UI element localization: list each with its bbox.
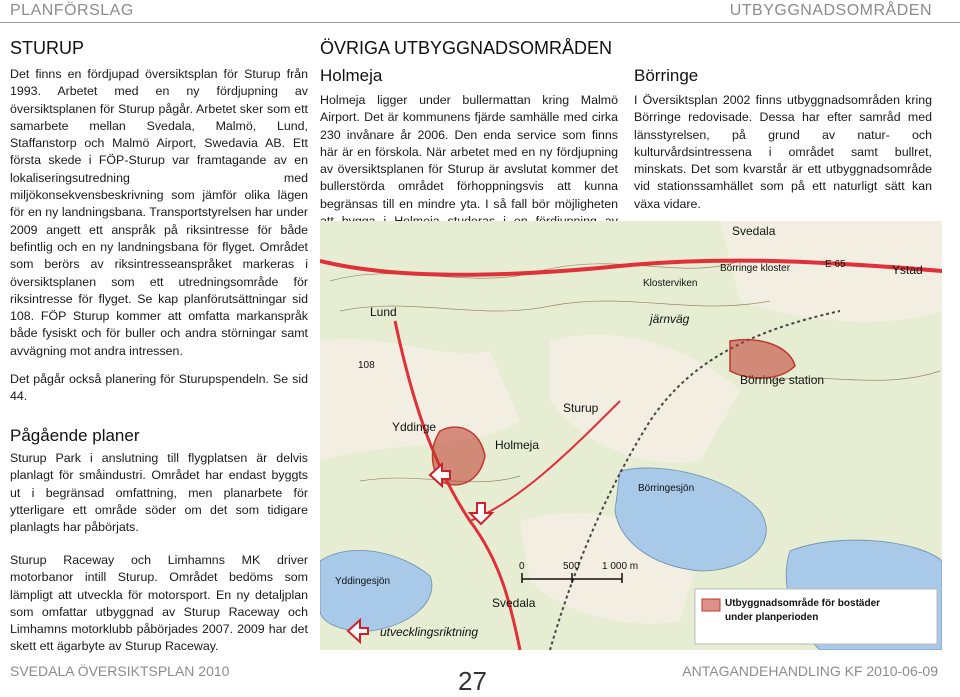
map-label-jarnvag: järnväg bbox=[650, 312, 690, 326]
map-label-svedala-bottom: Svedala bbox=[492, 596, 536, 610]
footer-left: SVEDALA ÖVERSIKTSPLAN 2010 bbox=[10, 663, 230, 679]
contour-line bbox=[340, 301, 770, 311]
map-label-borringe-station: Börringe station bbox=[740, 373, 825, 387]
pagaende-paragraph-1: Sturup Park i anslutning till flygplatsen är delvis planlagt för småindustri. Området har endast byggts ut i begränsad omfattning, men planarbete för ytterligare ett område söder om det som tidigare planlagts har påbörjats. bbox=[10, 451, 308, 535]
field-area bbox=[320, 339, 520, 461]
field-area bbox=[550, 335, 740, 463]
map-label-holmeja: Holmeja bbox=[495, 438, 540, 452]
map-label-borringesjon: Börringesjön bbox=[638, 483, 695, 494]
development-arrow bbox=[470, 503, 492, 524]
legend-label-period: under planperioden bbox=[725, 612, 819, 623]
ovriga-heading: ÖVRIGA UTBYGGNADSOMRÅDEN bbox=[320, 38, 613, 58]
map-label-road-108: 108 bbox=[358, 360, 375, 371]
map-label-klosterviken: Klosterviken bbox=[643, 278, 698, 289]
sturup-paragraph-2: Det pågår också planering för Sturupspendeln. Se sid 44. bbox=[10, 372, 308, 404]
map-label-svedala-top: Svedala bbox=[732, 224, 776, 238]
scale-label-1000: 1 000 m bbox=[602, 561, 639, 572]
map-label-yddinge: Yddinge bbox=[392, 420, 437, 434]
lake-yddingesjon bbox=[320, 550, 432, 631]
map-label-e65: E 65 bbox=[825, 259, 846, 270]
holmeja-heading: Holmeja bbox=[320, 66, 383, 85]
legend-label-direction: utvecklingsriktning bbox=[380, 625, 479, 639]
pagaende-paragraph-2: Sturup Raceway och Limhamns MK driver motorbanor intill Sturup. Området bedöms som lämpligt att utveckla för motorsport. En ny detaljplan som omfattar utbyggnad av Sturup Raceway och Limhamns motorklubb påbörjades 2007. 2009 har det skett ett ägarbyte av Sturup Raceway. bbox=[10, 553, 308, 654]
sturup-heading: STURUP bbox=[10, 38, 85, 58]
section-header-right: UTBYGGNADSOMRÅDEN bbox=[729, 2, 932, 19]
map-label-borringe-kloster: Börringe kloster bbox=[720, 263, 791, 274]
borringe-heading: Börringe bbox=[634, 66, 699, 85]
legend-label-development: Utbyggnadsområde för bostäder bbox=[725, 598, 881, 609]
holmeja-paragraph: Holmeja ligger under bullermattan kring Malmö Airport. Det är kommunens fjärde samhälle med cirka 230 invånare år 2006. Den enda service som finns här är en förskola. När arbetet med en ny fördjupning av översiktsplanen för Sturup är avslutat kommer det bullerstörda området förhoppningsvis att kunna begränsas till en mindre yta. I så fall bör möjligheten bbox=[320, 93, 618, 211]
scale-label-500: 500 bbox=[563, 561, 580, 572]
section-header-left: PLANFÖRSLAG bbox=[10, 2, 134, 19]
pagaende-heading: Pågående planer bbox=[10, 426, 140, 445]
map-graphic bbox=[320, 221, 942, 650]
map-label-sturup: Sturup bbox=[563, 401, 599, 415]
map-label-ystad: Ystad bbox=[892, 263, 923, 277]
map-label-yddingesjon: Yddingesjön bbox=[335, 576, 391, 587]
map-label-lund: Lund bbox=[370, 305, 397, 319]
area-map bbox=[320, 221, 942, 650]
page-number: 27 bbox=[458, 666, 487, 696]
borringe-paragraph: I Översiktsplan 2002 finns utbyggnadsområden kring Börringe redovisade. Dessa har efter samråd med länsstyrelsen, på grund av natur- och kulturvårdsintressena i området samt bullret, minskats. Det som kvarstår är ett utbyggnadsområde vid stationssamhället som på ett naturligt sätt kan växa vidare. bbox=[634, 93, 932, 211]
scale-label-0: 0 bbox=[519, 561, 525, 572]
footer-right: ANTAGANDEHANDLING KF 2010-06-09 bbox=[682, 663, 938, 679]
sturup-paragraph-1: Det finns en fördjupad översiktsplan för Sturup från 1993. Arbetet med en ny fördjupning av översiktsplanen för Sturup pågår. Arbetet sker som ett samarbete mellan Svedala, Malmö, Lund, Staffanstorp och Malmö Airport, Swedavia AB. Ett första skede i FÖP-Sturup var framtagande av en lokaliseringsutredning med miljökonsekvensbeskrivning som jämför olika lägen för en ny landningsbana. Transportstyrelsen har under 2009 angett ett anspråk på riksintresse för både befintlig och en ny landningsbana för flyget. Området som berörs av riksintresseanspråket markeras i översiktsplanen som ett utredningsområde för riksintresse för flyget. Se kap planförutsättningar sid 108. FÖP Sturup kommer att omfatta markanspråk både fysiskt och för buller och andra störningar samt avvägning mot andra intressen. bbox=[10, 67, 308, 358]
header-rule bbox=[0, 22, 960, 23]
